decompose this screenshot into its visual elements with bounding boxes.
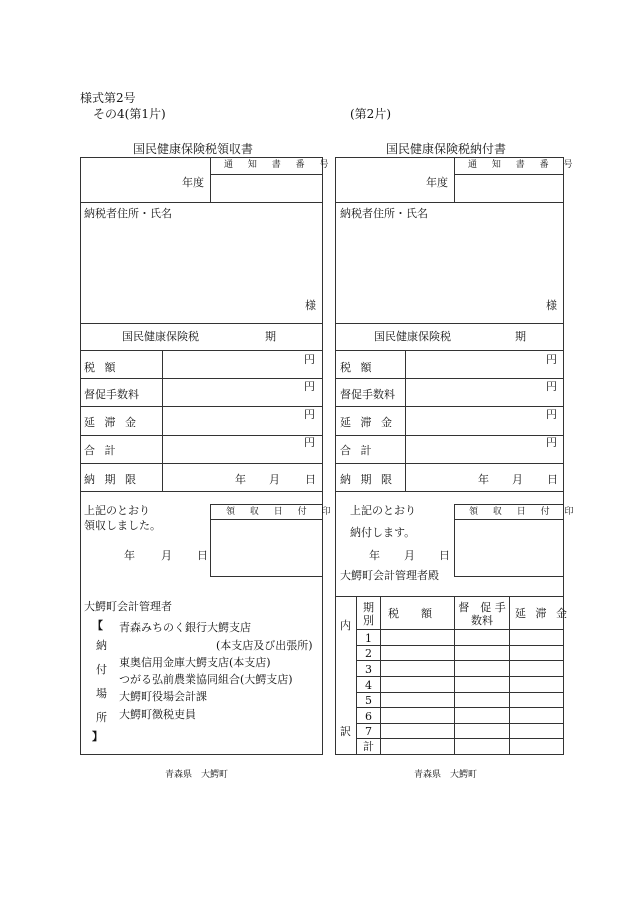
period-column-header: 期別 <box>363 601 374 627</box>
due-date-label: 納 期 限 <box>340 473 395 486</box>
confirm-line-2: 納付します。 <box>350 526 416 539</box>
honorific: 様 <box>305 299 316 312</box>
tax-amount-label: 税 額 <box>340 361 375 374</box>
form-number: 様式第2号 <box>80 91 136 105</box>
period-label: 国民健康保険税 <box>122 330 199 343</box>
payment-place-char: 付 <box>96 663 107 676</box>
honorific: 様 <box>546 299 557 312</box>
total-label: 合 計 <box>340 444 375 457</box>
breakdown-period: 6 <box>365 710 372 723</box>
payment-title: 国民健康保険税納付書 <box>386 142 507 156</box>
stamp-label: 領 収 日 付 印 <box>469 507 580 517</box>
tax-column-header: 税 額 <box>388 607 432 620</box>
period-suffix: 期 <box>265 330 276 343</box>
bracket-open: 【 <box>92 619 103 632</box>
yen-unit: 円 <box>546 380 557 393</box>
breakdown-label-top: 内 <box>340 619 351 632</box>
confirm-year: 年 <box>369 549 380 562</box>
breakdown-period: 4 <box>365 679 372 692</box>
total-label: 合 計 <box>84 444 119 457</box>
fiscal-year-label: 年度 <box>426 176 448 189</box>
confirm-day: 日 <box>197 549 208 562</box>
period-suffix: 期 <box>515 330 526 343</box>
payment-footer: 青森県 大鰐町 <box>414 770 478 780</box>
confirm-year: 年 <box>124 549 135 562</box>
due-day: 日 <box>547 473 558 486</box>
accountant-name: 大鰐町会計管理者 <box>84 600 172 613</box>
yen-unit: 円 <box>304 408 315 421</box>
breakdown-period: 2 <box>365 647 372 660</box>
confirm-month: 月 <box>161 549 172 562</box>
notice-number-label: 通 知 書 番 号 <box>224 160 335 170</box>
payment-place-char: 場 <box>96 687 107 700</box>
confirm-line-1: 上記のとおり <box>350 504 416 517</box>
dunning-fee-label: 督促手数料 <box>84 388 139 401</box>
fee-column-header: 督 促 手数料 <box>458 601 506 627</box>
yen-unit: 円 <box>546 353 557 366</box>
confirm-month: 月 <box>404 549 415 562</box>
payment-place-char: 納 <box>96 639 107 652</box>
stamp-label: 領 収 日 付 印 <box>226 507 337 517</box>
late-fee-label: 延 滞 金 <box>84 416 139 429</box>
payment-place: 大鰐町徴税吏員 <box>119 708 196 721</box>
bracket-close: 】 <box>92 730 103 743</box>
breakdown-period: 3 <box>365 663 372 676</box>
breakdown-period: 5 <box>365 694 372 707</box>
taxpayer-label: 納税者住所・氏名 <box>84 207 172 220</box>
yen-unit: 円 <box>304 436 315 449</box>
confirm-line-2: 領収しました。 <box>84 519 161 532</box>
payment-place: 大鰐町役場会計課 <box>119 690 207 703</box>
payment-place-char: 所 <box>96 711 107 724</box>
yen-unit: 円 <box>304 353 315 366</box>
due-date-label: 納 期 限 <box>84 473 139 486</box>
breakdown-period: 7 <box>365 725 372 738</box>
confirm-day: 日 <box>439 549 450 562</box>
tax-amount-label: 税 額 <box>84 361 119 374</box>
payment-place: つがる弘前農業協同組合(大鰐支店) <box>119 673 293 686</box>
payment-place: (本支店及び出張所) <box>216 639 313 652</box>
taxpayer-label: 納税者住所・氏名 <box>340 207 428 220</box>
due-day: 日 <box>305 473 316 486</box>
addressee: 大鰐町会計管理者殿 <box>340 569 439 582</box>
due-month: 月 <box>269 473 280 486</box>
payment-place: 東奥信用金庫大鰐支店(本支店) <box>119 656 271 669</box>
due-year: 年 <box>478 473 489 486</box>
breakdown-period: 1 <box>365 632 372 645</box>
payment-place: 青森みちのく銀行大鰐支店 <box>119 621 251 634</box>
breakdown-label-bottom: 訳 <box>340 725 351 738</box>
part-two-label: (第2片) <box>350 107 391 121</box>
period-label: 国民健康保険税 <box>374 330 451 343</box>
confirm-line-1: 上記のとおり <box>84 504 150 517</box>
dunning-fee-label: 督促手数料 <box>340 388 395 401</box>
yen-unit: 円 <box>304 380 315 393</box>
notice-number-label: 通 知 書 番 号 <box>468 160 579 170</box>
late-fee-label: 延 滞 金 <box>340 416 395 429</box>
due-month: 月 <box>512 473 523 486</box>
fiscal-year-label: 年度 <box>182 176 204 189</box>
late-fee-column-header: 延 滞 金 <box>515 607 570 620</box>
yen-unit: 円 <box>546 408 557 421</box>
due-year: 年 <box>235 473 246 486</box>
yen-unit: 円 <box>546 436 557 449</box>
receipt-title: 国民健康保険税領収書 <box>133 142 254 156</box>
breakdown-total: 計 <box>363 740 374 753</box>
part-one-label: その4(第1片) <box>93 107 166 121</box>
receipt-footer: 青森県 大鰐町 <box>165 770 229 780</box>
